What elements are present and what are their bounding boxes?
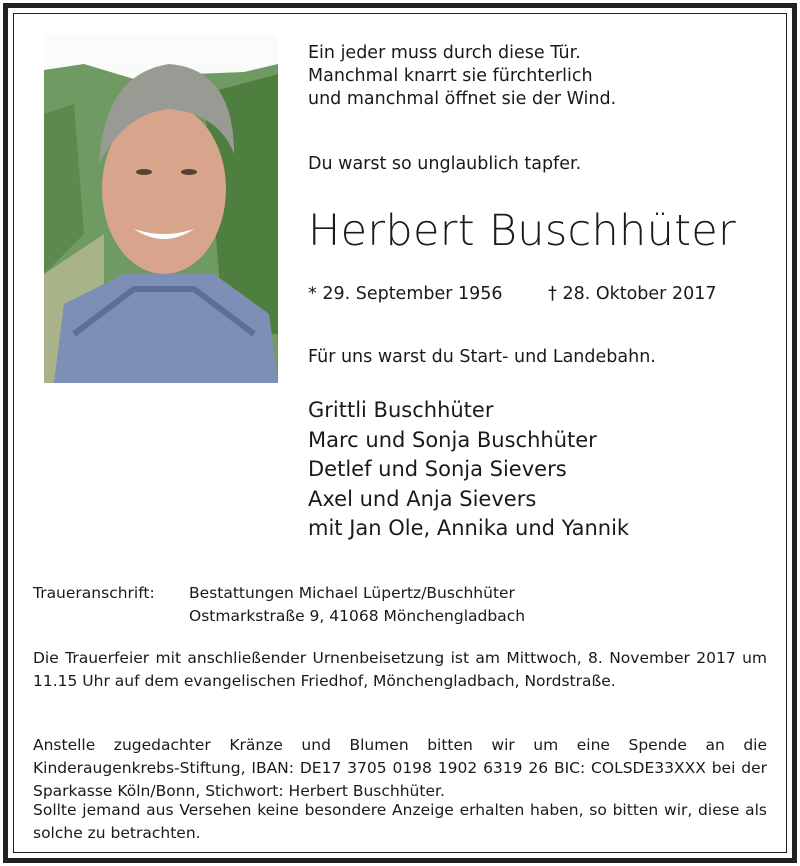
address-label: Traueranschrift: [33,584,155,602]
family-member: Marc und Sonja Buschhüter [308,427,597,452]
address-line: Ostmarkstraße 9, 41068 Mönchengladbach [189,607,526,625]
portrait-photo [44,34,278,383]
poem [308,42,616,111]
poem-line: und manchmal öffnet sie der Wind. [308,89,617,109]
life-dates [308,284,716,304]
death-date: † 28. Oktober 2017 [548,284,717,304]
family-member: Axel und Anja Sievers [308,486,537,511]
family-member: Grittli Buschhüter [308,398,494,422]
family-member: mit Jan Ole, Annika und Yannik [308,516,630,540]
poem-line: Ein jeder muss durch diese Tür. [308,43,581,63]
tribute-line: Du warst so unglaublich tapfer. [308,154,582,174]
birth-date: * 29. September 1956 [308,284,503,304]
address-line: Bestattungen Michael Lüpertz/Buschhüter [189,584,515,602]
family-member: Detlef und Sonja Sievers [308,457,567,481]
donation-info: Anstelle zugedachter Kränze und Blumen bitten wir um eine Spende an die Kinderaugenkrebs-Stiftung, IBAN: DE17 3705 0198 1902 6319 26 BIC: COLSDE33XXX bei der Sparkasse Köln/Bonn, Stichwort: Herbert Buschhüter. [33,736,767,800]
mourning-address [33,582,767,628]
funeral-info: Die Trauerfeier mit anschließender Urnenbeisetzung ist am Mittwoch, 8. November 2017 um 11.15 Uhr auf dem evangelischen Friedhof, Mönchengladbach, Nordstraße. [33,649,767,690]
family-list [308,396,629,544]
closing-note: Sollte jemand aus Versehen keine besondere Anzeige erhalten haben, so bitten wir, diese als solche zu betrachten. [33,801,767,842]
tribute-line-2: Für uns warst du Start- und Landebahn. [308,347,656,367]
poem-line: Manchmal knarrt sie fürchterlich [308,66,593,86]
deceased-name: Herbert Buschhüter [308,206,737,256]
